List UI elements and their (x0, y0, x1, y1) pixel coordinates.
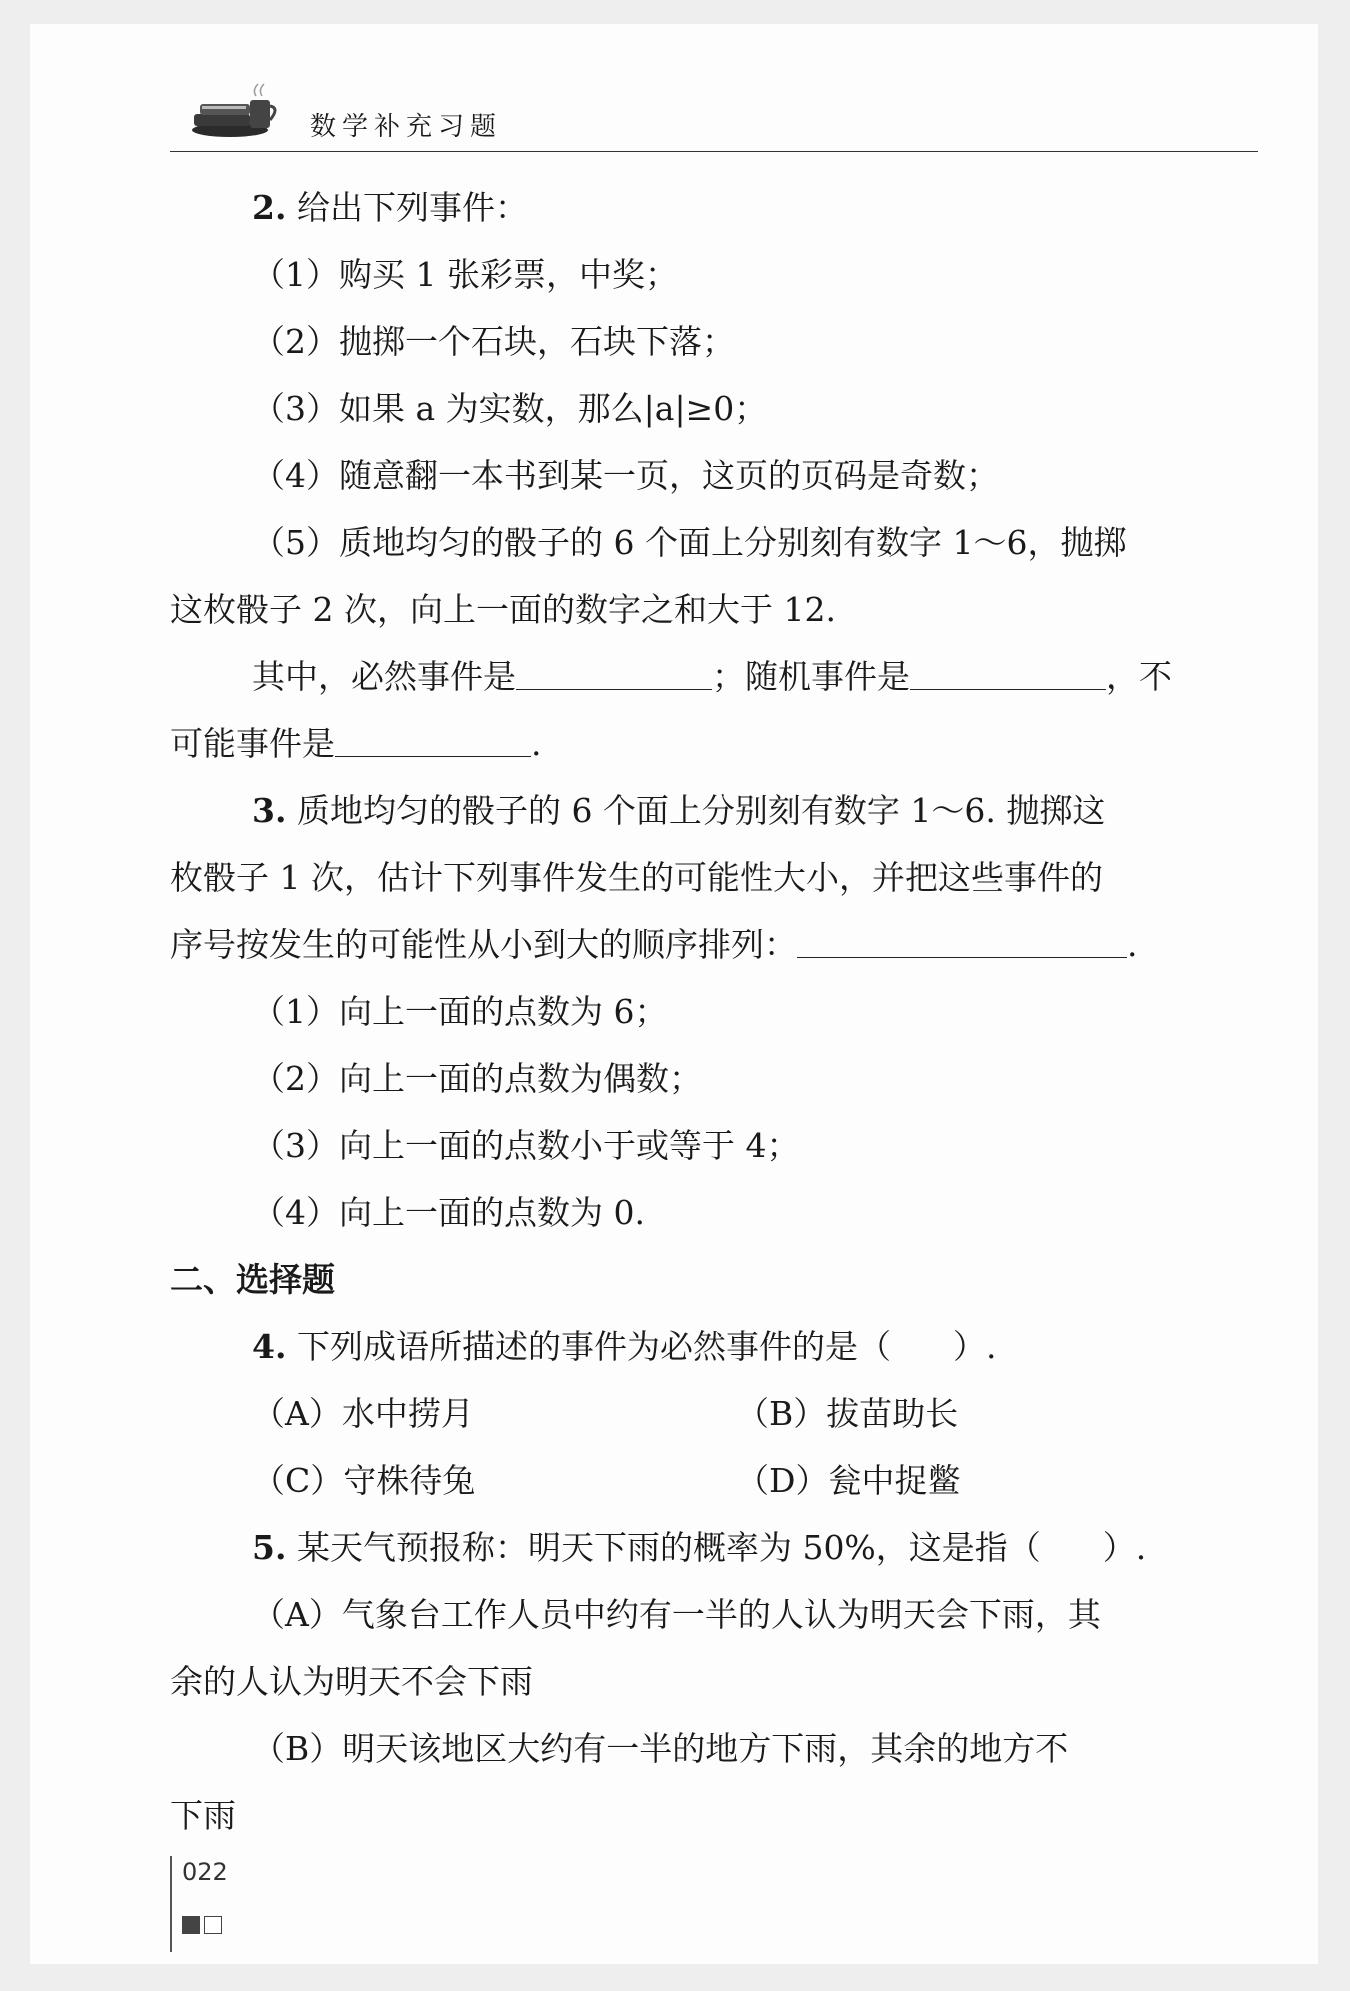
page-footer (170, 1856, 290, 1952)
books-and-cup-icon (190, 80, 282, 140)
impossible-events-blank[interactable] (335, 722, 531, 757)
page-header (170, 76, 1258, 152)
q3-text-1: 质地均匀的骰子的 6 个面上分别刻有数字 1～6. 抛掷这 (296, 791, 1106, 830)
q4-number: 4. (252, 1327, 287, 1366)
q3-text-3: 序号按发生的可能性从小到大的顺序排列： (170, 925, 797, 964)
q2-fill-line-2 (170, 710, 1258, 777)
q2-fill-c: ，不 (1106, 657, 1172, 696)
q5-option-a-line-2[interactable]: 余的人认为明天不会下雨 (170, 1662, 533, 1701)
q3-item-4: （4）向上一面的点数为 0. (252, 1193, 645, 1232)
q5-stem-line (170, 1514, 1258, 1581)
section-title: 二、选择题 (170, 1260, 335, 1299)
page-content (170, 174, 1258, 1849)
q2-fill-d: 可能事件是 (170, 724, 335, 763)
q4-stem-line (170, 1313, 1258, 1380)
filled-square-icon (182, 1916, 200, 1934)
certain-events-blank[interactable] (516, 655, 712, 690)
q2-fill-b: ；随机事件是 (712, 657, 910, 696)
q4-option-d[interactable]: （D）瓮中捉鳖 (736, 1461, 961, 1500)
q2-stem-line (170, 174, 1258, 241)
q2-stem: 给出下列事件： (296, 188, 528, 227)
page (30, 24, 1318, 1964)
q2-fill-line-1 (170, 643, 1258, 710)
order-answer-blank[interactable] (797, 923, 1127, 958)
q4-stem: 下列成语所描述的事件为必然事件的是（ (296, 1327, 891, 1366)
q2-item-3: （3）如果 a 为实数，那么|a|≥0； (252, 389, 768, 428)
q2-fill-a: 其中，必然事件是 (252, 657, 516, 696)
q4-option-a[interactable]: （A）水中捞月 (252, 1394, 474, 1433)
empty-square-icon (204, 1916, 222, 1934)
q3-line-2: 枚骰子 1 次，估计下列事件发生的可能性大小，并把这些事件的 (170, 858, 1103, 897)
random-events-blank[interactable] (910, 655, 1106, 690)
q5-option-b-line-2[interactable]: 下雨 (170, 1796, 236, 1835)
q2-item-2: （2）抛掷一个石块，石块下落； (252, 322, 735, 361)
q2-number: 2. (252, 188, 287, 227)
q4-stem-end: ）. (952, 1327, 997, 1366)
q3-line-1 (170, 777, 1258, 844)
q5-number: 5. (252, 1528, 287, 1567)
q3-text-3-end: . (1127, 925, 1138, 964)
header-divider (170, 151, 1258, 152)
q3-item-3: （3）向上一面的点数小于或等于 4； (252, 1126, 800, 1165)
q2-item-5: （5）质地均匀的骰子的 6 个面上分别刻有数字 1～6，抛掷 (252, 523, 1127, 562)
q2-item-5-cont: 这枚骰子 2 次，向上一面的数字之和大于 12. (170, 590, 836, 629)
q5-option-a-line-1[interactable]: （A）气象台工作人员中约有一半的人认为明天会下雨，其 (252, 1595, 1101, 1634)
page-number: 022 (182, 1858, 228, 1886)
q2-item-1: （1）购买 1 张彩票，中奖； (252, 255, 678, 294)
q3-item-1: （1）向上一面的点数为 6； (252, 992, 668, 1031)
q5-stem-end: ）. (1102, 1528, 1147, 1567)
q2-fill-end: . (531, 724, 542, 763)
q3-line-3 (170, 911, 1258, 978)
header-title: 数学补充习题 (310, 112, 503, 142)
q3-number: 3. (252, 791, 287, 830)
q4-options-row-2 (170, 1447, 1258, 1514)
q4-option-b[interactable]: （B）拔苗助长 (736, 1394, 959, 1433)
q4-options-row-1 (170, 1380, 1258, 1447)
q3-item-2: （2）向上一面的点数为偶数； (252, 1059, 702, 1098)
q5-option-b-line-1[interactable]: （B）明天该地区大约有一半的地方下雨，其余的地方不 (252, 1729, 1069, 1768)
q2-item-4: （4）随意翻一本书到某一页，这页的页码是奇数； (252, 456, 999, 495)
q5-stem: 某天气预报称：明天下雨的概率为 50%，这是指（ (296, 1528, 1041, 1567)
footer-bar (170, 1856, 172, 1952)
q4-option-c[interactable]: （C）守株待兔 (252, 1461, 476, 1500)
